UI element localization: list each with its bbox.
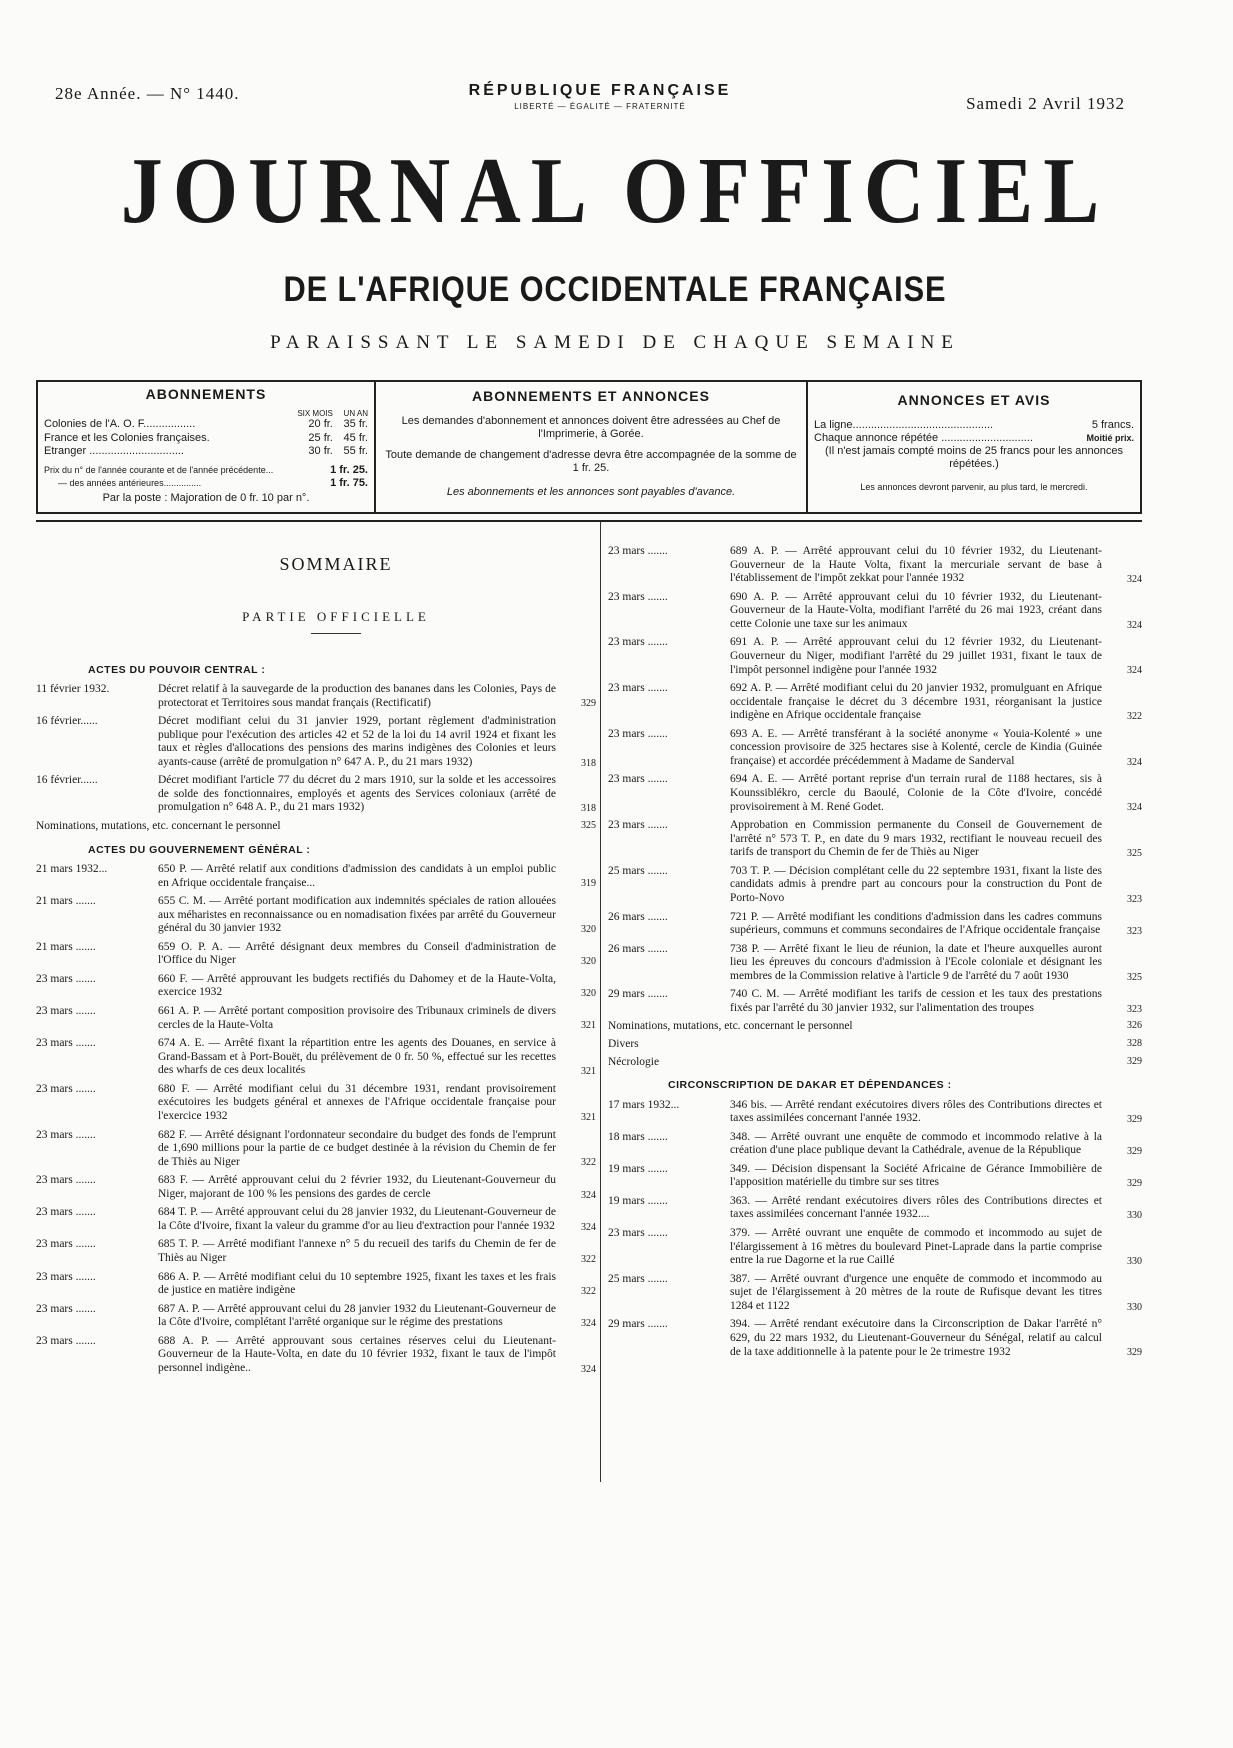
entry-text: 694 A. E. — Arrêté portant reprise d'un terrain rural de 1188 hectares, sis à Kounssiblékro, cercle du Baoulé, Colonie de la Côte d'Ivoire, concédé provisoirement à M. René Godet.: [730, 773, 1102, 813]
row-an: 55 fr.: [343, 444, 368, 457]
row-label: Etranger ...............................: [44, 444, 184, 457]
col-un-an: UN AN: [343, 408, 368, 418]
journal-title: JOURNAL OFFICIEL: [120, 139, 1110, 244]
list-item: [36, 683, 596, 710]
list-item: [36, 1037, 596, 1078]
entry-date: 23 mars .......: [608, 819, 668, 832]
list-item: [36, 863, 596, 890]
table-row: [44, 432, 368, 445]
list-item: [608, 1195, 1142, 1222]
entry-page: 325: [1127, 848, 1142, 860]
entry-text: 680 F. — Arrêté modifiant celui du 31 décembre 1931, rendant provisoirement exécutoires les budgets général et annexes de l'Afrique occidentale française pour l'exercice 1932: [158, 1082, 556, 1122]
entry-date: 25 mars .......: [608, 864, 668, 877]
entry-text: 655 C. M. — Arrêté portant modification aux indemnités spéciales de ration allouées aux méharistes en reconnaissance ou en nomadisation fixées par arrêté du Gouverneur général du 30 janvier 1932: [158, 895, 556, 935]
list-item: [608, 1318, 1142, 1359]
list-item: [36, 1083, 596, 1124]
changement-note: Toute demande de changement d'adresse devra être accompagnée de la somme de 1 fr. 25.: [385, 449, 797, 475]
entry-text: 674 A. E. — Arrêté fixant la répartition entre les agents des Douanes, en service à Grand-Bassam et à Port-Bouët, du prélèvement de 0 fr. 50 %, effectué sur les recettes des wharfs de ces deux localités: [158, 1037, 556, 1077]
list-item: [36, 1005, 596, 1032]
abonnements-title: ABONNEMENTS: [145, 386, 267, 402]
entry-date: 23 mars .......: [36, 1082, 96, 1095]
entry-text: 721 P. — Arrêté modifiant les conditions d'admission dans les cadres communs supérieurs, communs et communs secondaires de l'Afrique occidentale française: [730, 910, 1102, 937]
necrologie-line: [608, 1056, 1142, 1070]
list-item: [36, 1335, 596, 1376]
table-row: [44, 464, 368, 477]
table-row: [814, 432, 1134, 445]
entry-page: 329: [1127, 1347, 1142, 1359]
entry-text: 738 P. — Arrêté fixant le lieu de réunion, la date et l'heure auxquelles auront lieu les épreuves du concours d'admission à l'Ecole coloniale et désignant les membres de la Commission relative à l'article 9 de l'arrêté du 7 août 1930: [730, 942, 1102, 982]
row-label: Colonies de l'A. O. F.................: [44, 418, 196, 431]
entry-page: 324: [1127, 573, 1142, 585]
row-label: France et les Colonies françaises.: [44, 431, 210, 444]
entry-text: 691 A. P. — Arrêté approuvant celui du 12 février 1932, du Lieutenant-Gouverneur du Niger, modifiant l'arrêté du 29 juillet 1931, fixant le taux de l'impôt personnel indigène pour l'année 1932: [730, 636, 1102, 676]
row-value: Moitié prix.: [1086, 433, 1134, 444]
list-item: [36, 774, 596, 815]
entry-page: 329: [1127, 1113, 1142, 1125]
list-item: [608, 728, 1142, 769]
entry-date: 17 mars 1932...: [608, 1098, 680, 1111]
abonnements-annonces-title: ABONNEMENTS ET ANNONCES: [472, 388, 710, 404]
sommaire-title: SOMMAIRE: [279, 554, 393, 574]
list-item: [608, 911, 1142, 938]
partie-officielle: PARTIE OFFICIELLE: [242, 609, 430, 625]
list-item: [36, 1271, 596, 1298]
abonnements-box: [36, 380, 376, 514]
adresse-note: Les demandes d'abonnement et annonces doivent être adressées au Chef de l'Imprimerie, à Gorée.: [401, 414, 781, 440]
row-label: Chaque annonce répétée ..............................: [814, 431, 1033, 444]
list-item: [36, 1303, 596, 1330]
section-pouvoir-central: ACTES DU POUVOIR CENTRAL :: [88, 663, 266, 676]
entry-date: 23 mars .......: [36, 1174, 96, 1187]
entry-page: 324: [581, 1189, 596, 1201]
republic-header: [400, 82, 800, 111]
entry-date: 16 février......: [36, 774, 98, 787]
entry-text: Nominations, mutations, etc. concernant le personnel: [36, 820, 281, 832]
sommaire-right-column: [608, 545, 1142, 1364]
entry-text: Décret relatif à la sauvegarde de la production des bananes dans les Colonies, Pays de protectorat et Territoires sous mandat français (Rectificatif): [158, 682, 556, 709]
entry-page: 323: [1127, 893, 1142, 905]
entry-page: 324: [581, 1221, 596, 1233]
paiement-note: Les abonnements et les annonces sont payables d'avance.: [446, 485, 736, 498]
journal-subtitle: DE L'AFRIQUE OCCIDENTALE FRANÇAISE: [283, 270, 947, 309]
entry-page: 325: [1127, 971, 1142, 983]
entry-text: 379. — Arrêté ouvrant une enquête de commodo et incommodo au sujet de l'élargissement à 16 mètres du boulevard Pinet-Laprade dans la partie comprise entre la rue Dagorne et la rue Caillé: [730, 1227, 1102, 1267]
entry-page: 318: [581, 803, 596, 815]
entry-text: 686 A. P. — Arrêté modifiant celui du 10 septembre 1925, fixant les taxes et les frais de justice en matière indigène: [158, 1270, 556, 1297]
entry-date: 23 mars .......: [36, 1334, 96, 1347]
entry-page: 329: [1127, 1145, 1142, 1157]
entry-page: 322: [581, 1285, 596, 1297]
entry-page: 323: [1127, 925, 1142, 937]
entry-page: 329: [1127, 1055, 1142, 1067]
annonces-table: [814, 419, 1134, 445]
list-item: [36, 1206, 596, 1233]
abonnements-annonces-box: [376, 380, 808, 514]
entry-text: 703 T. P. — Décision complétant celle du 22 septembre 1931, fixant la liste des candidats admis à prendre part au concours pour la construction du Pont de Porto-Novo: [730, 864, 1102, 904]
entry-page: 329: [1127, 1178, 1142, 1190]
entry-page: 324: [581, 1318, 596, 1330]
entry-page: 324: [1127, 756, 1142, 768]
entry-text: Décret modifiant celui du 31 janvier 1929, portant règlement d'administration publique pour l'exécution des articles 42 et 52 de la loi du 14 avril 1924 et fixant les taux et règles d'allocations des pensions des marins indigènes des Colonies et leurs ayants-cause (arrêté de promulgation n° 647 A. P., du 21 mars 1932): [158, 715, 556, 768]
entry-page: 320: [581, 988, 596, 1000]
entry-text: 661 A. P. — Arrêté portant composition provisoire des Tribunaux criminels de divers cercles de la Haute-Volta: [158, 1005, 556, 1031]
list-item: [608, 1273, 1142, 1314]
entry-text: 687 A. P. — Arrêté approuvant celui du 28 janvier 1932 du Lieutenant-Gouverneur de la Côte d'Ivoire, complétant l'arrêté organique sur le régime des prestations: [158, 1302, 556, 1329]
entry-page: 324: [1127, 665, 1142, 677]
entry-date: 26 mars .......: [608, 942, 668, 955]
list-item: [608, 865, 1142, 906]
entry-date: 29 mars .......: [608, 988, 668, 1001]
row-six: 20 fr.: [308, 418, 333, 431]
row-label: La ligne..............................................: [814, 418, 994, 431]
entry-text: 690 A. P. — Arrêté approuvant celui du 10 février 1932, du Lieutenant-Gouverneur de la Haute-Volta, modifiant l'arrêté du 26 mai 1923, créant dans cette Colonie une taxe sur les animaux: [730, 590, 1102, 630]
entry-text: 740 C. M. — Arrêté modifiant les tarifs de cession et les taux des prestations fixés par l'arrêté du 30 janvier 1932, sur l'alimentation des troupes: [730, 988, 1102, 1014]
entry-page: 325: [581, 820, 596, 831]
entry-text: 660 F. — Arrêté approuvant les budgets rectifiés du Dahomey et de la Haute-Volta, exercice 1932: [158, 972, 556, 999]
entry-page: 330: [1127, 1255, 1142, 1267]
entry-page: 324: [1127, 802, 1142, 814]
list-item: [608, 1099, 1142, 1126]
list-item: [36, 1129, 596, 1170]
entry-page: 318: [581, 757, 596, 769]
prix-value: 1 fr. 25.: [330, 463, 368, 476]
entry-text: Approbation en Commission permanente du Conseil de Gouvernement de l'arrêté n° 573 T. P., en date du 9 mars 1932, rectifiant le nouveau recueil des tarifs de transport du Chemin de fer de Thiès au Niger: [730, 819, 1102, 859]
entry-text: 693 A. E. — Arrêté transférant à la société anonyme « Youia-Kolenté » une concession provisoire de 325 hectares sise à Kolenté, cercle de Kindia (Guinée française) et accordée précédemment à Madame de Sanderval: [730, 727, 1102, 767]
list-item: [608, 819, 1142, 860]
entry-date: 21 mars .......: [36, 940, 96, 953]
row-six: 30 fr.: [308, 444, 333, 457]
entry-text: 684 T. P. — Arrêté approuvant celui du 28 janvier 1932, du Lieutenant-Gouverneur de la Côte d'Ivoire, fixant la valeur du gramme d'or au lieu d'extraction pour l'année 1932: [158, 1206, 556, 1232]
annonces-deadline: Les annonces devront parvenir, au plus tard, le mercredi.: [860, 481, 1088, 492]
entry-text: Décret modifiant l'article 77 du décret du 2 mars 1910, sur la solde et les accessoires de solde des fonctionnaires, employés et agents des Services coloniaux (arrêté de promulgation n° 648 A. P., du 21 mars 1932): [158, 774, 556, 814]
table-row: [44, 477, 368, 490]
abonnements-table: [44, 409, 368, 458]
section-dakar: CIRCONSCRIPTION DE DAKAR ET DÉPENDANCES :: [668, 1079, 952, 1092]
column-divider: [600, 522, 601, 1482]
entry-text: 692 A. P. — Arrêté modifiant celui du 20 janvier 1932, promulguant en Afrique occidentale française le décret du 3 décembre 1931, réorganisant la justice indigène en Afrique occidentale française: [730, 682, 1102, 722]
entry-text: 363. — Arrêté rendant exécutoires divers rôles des Contributions directes et taxes assimilées concernant l'année 1932....: [730, 1194, 1102, 1221]
entry-page: 320: [581, 923, 596, 935]
prix-value: 1 fr. 75.: [330, 477, 368, 490]
nominations-line: [36, 820, 596, 834]
entry-date: 11 février 1932.: [36, 682, 110, 695]
journal-tagline: PARAISSANT LE SAMEDI DE CHAQUE SEMAINE: [270, 332, 960, 353]
list-item: [608, 1131, 1142, 1158]
entry-date: 23 mars .......: [608, 682, 668, 695]
list-item: [608, 988, 1142, 1015]
row-an: 35 fr.: [343, 418, 368, 431]
entry-text: 682 F. — Arrêté désignant l'ordonnateur secondaire du budget des fonds de l'emprunt de 1,690 millions pour la partie de ce budget destinée à la révision du Chemin de fer de Thiès au Niger: [158, 1128, 556, 1168]
republic-label: RÉPUBLIQUE FRANÇAISE: [468, 82, 732, 99]
entry-date: 21 mars 1932...: [36, 862, 108, 875]
entry-date: 19 mars .......: [608, 1162, 668, 1175]
entry-page: 329: [581, 698, 596, 710]
section-gouvernement-general: ACTES DU GOUVERNEMENT GÉNÉRAL :: [88, 843, 311, 856]
entry-date: 23 mars .......: [36, 1206, 96, 1219]
list-item: [608, 773, 1142, 814]
entry-date: 23 mars .......: [36, 1037, 96, 1050]
entry-date: 21 mars .......: [36, 895, 96, 908]
entry-date: 23 mars .......: [608, 1227, 668, 1239]
list-item: [608, 682, 1142, 723]
entry-page: 328: [1127, 1038, 1142, 1049]
entry-text: 683 F. — Arrêté approuvant celui du 2 février 1932, du Lieutenant-Gouverneur du Niger, majorant de 100 % les pensions des gardes de cercle: [158, 1174, 556, 1200]
motto: LIBERTÉ — ÉGALITÉ — FRATERNITÉ: [514, 102, 686, 111]
annonces-avis-box: [808, 380, 1142, 514]
nominations-line: [608, 1020, 1142, 1034]
list-item: [36, 715, 596, 769]
entry-page: 324: [1127, 619, 1142, 631]
entry-page: 330: [1127, 1210, 1142, 1222]
entry-text: Nominations, mutations, etc. concernant le personnel: [608, 1020, 853, 1033]
entry-page: 324: [581, 1363, 596, 1375]
entry-text: 688 A. P. — Arrêté approuvant sous certaines réserves celui du Lieutenant-Gouverneur de la Haute-Volta, en date du 10 février 1932, fixant le taux de l'impôt personnel indigène..: [158, 1334, 556, 1374]
entry-date: 29 mars .......: [608, 1318, 668, 1331]
col-six-mois: SIX MOIS: [297, 408, 333, 418]
entry-date: 23 mars .......: [608, 727, 668, 740]
table-row: [814, 419, 1134, 432]
entry-page: 319: [581, 878, 596, 890]
entry-text: 346 bis. — Arrêté rendant exécutoires divers rôles des Contributions directes et taxes assimilées concernant l'année 1932.: [730, 1098, 1102, 1125]
abonnements-head-row: [44, 409, 368, 419]
entry-date: 23 mars .......: [36, 972, 96, 985]
entry-date: 23 mars .......: [36, 1128, 96, 1141]
entry-date: 16 février......: [36, 715, 98, 728]
entry-text: 349. — Décision dispensant la Société Africaine de Gérance Immobilière de l'apposition matérielle du timbre sur ses titres: [730, 1162, 1102, 1189]
entry-date: 18 mars .......: [608, 1130, 668, 1143]
annonces-avis-title: ANNONCES ET AVIS: [897, 392, 1051, 408]
prix-label: — des années antérieures...............: [58, 478, 202, 489]
entry-text: Divers: [608, 1038, 639, 1050]
entry-date: 23 mars .......: [36, 1270, 96, 1283]
list-item: [608, 636, 1142, 677]
header-rule: [36, 520, 1142, 522]
entry-text: 685 T. P. — Arrêté modifiant l'annexe n° 5 du recueil des tarifs du Chemin de fer de Thiès au Niger: [158, 1238, 556, 1264]
entry-text: 348. — Arrêté ouvrant une enquête de commodo et incommodo relative à la création d'une place publique devant la Cathédrale, avenue de la République: [730, 1130, 1102, 1157]
entry-page: 320: [581, 956, 596, 968]
short-rule: [311, 633, 361, 634]
list-item: [608, 591, 1142, 632]
list-item: [36, 941, 596, 968]
entry-date: 23 mars .......: [36, 1302, 96, 1315]
row-value: 5 francs.: [1091, 418, 1134, 431]
table-row: [44, 445, 368, 458]
entry-date: 25 mars .......: [608, 1272, 668, 1285]
entry-date: 23 mars .......: [608, 590, 668, 603]
entry-date: 23 mars .......: [36, 1005, 96, 1017]
prix-table: [44, 464, 368, 490]
entry-date: 26 mars .......: [608, 910, 668, 923]
list-item: [608, 545, 1142, 586]
entry-text: 689 A. P. — Arrêté approuvant celui du 10 février 1932, du Lieutenant-Gouverneur de la Haute Volta, fixant la mercuriale servant de base à l'établissement de l'impôt zekkat pour l'année 1932: [730, 545, 1102, 585]
entry-page: 321: [581, 1066, 596, 1078]
sommaire-left-column: [36, 548, 596, 1381]
list-item: [608, 943, 1142, 984]
entry-page: 330: [1127, 1301, 1142, 1313]
poste-note: Par la poste : Majoration de 0 fr. 10 par n°.: [102, 492, 310, 505]
annonces-min-note: (Il n'est jamais compté moins de 25 francs pour les annonces répétées.): [824, 445, 1124, 471]
entry-text: 650 P. — Arrêté relatif aux conditions d'admission des candidats à un emploi public en Afrique occidentale française...: [158, 862, 556, 889]
prix-label: Prix du n° de l'année courante et de l'année précédente...: [44, 465, 274, 476]
issue-date: Samedi 2 Avril 1932: [966, 94, 1125, 113]
list-item: [36, 895, 596, 936]
issue-number: 28e Année. — N° 1440.: [55, 84, 240, 103]
table-row: [44, 418, 368, 431]
list-item: [36, 1174, 596, 1201]
entry-date: 23 mars .......: [36, 1238, 96, 1251]
entry-date: 23 mars .......: [608, 545, 668, 557]
entry-page: 322: [581, 1253, 596, 1265]
entry-date: 23 mars .......: [608, 636, 668, 649]
entry-page: 323: [1127, 1003, 1142, 1015]
list-item: [608, 1227, 1142, 1268]
row-an: 45 fr.: [343, 431, 368, 444]
entry-text: 659 O. P. A. — Arrêté désignant deux membres du Conseil d'administration de l'Office du Niger: [158, 940, 556, 967]
entry-text: Nécrologie: [608, 1055, 660, 1068]
list-item: [36, 1238, 596, 1265]
entry-page: 321: [581, 1111, 596, 1123]
list-item: [36, 973, 596, 1000]
list-item: [608, 1163, 1142, 1190]
entry-page: 322: [581, 1157, 596, 1169]
entry-text: 387. — Arrêté ouvrant d'urgence une enquête de commodo et incommodo au sujet de l'élargissement à 20 mètres de la route de Rufisque devant les titres 1284 et 1122: [730, 1272, 1102, 1312]
divers-line: [608, 1038, 1142, 1052]
entry-page: 321: [581, 1020, 596, 1032]
entry-page: 326: [1127, 1020, 1142, 1032]
entry-page: 322: [1127, 710, 1142, 722]
entry-date: 19 mars .......: [608, 1194, 668, 1207]
entry-date: 23 mars .......: [608, 773, 668, 786]
entry-text: 394. — Arrêté rendant exécutoire dans la Circonscription de Dakar l'arrêté n° 629, du 22 mars 1932, du Lieutenant-Gouverneur du Sénégal, relatif au calcul de la taxe additionnelle à la patente pour le 2e trimestre 1932: [730, 1318, 1102, 1358]
row-six: 25 fr.: [308, 431, 333, 444]
